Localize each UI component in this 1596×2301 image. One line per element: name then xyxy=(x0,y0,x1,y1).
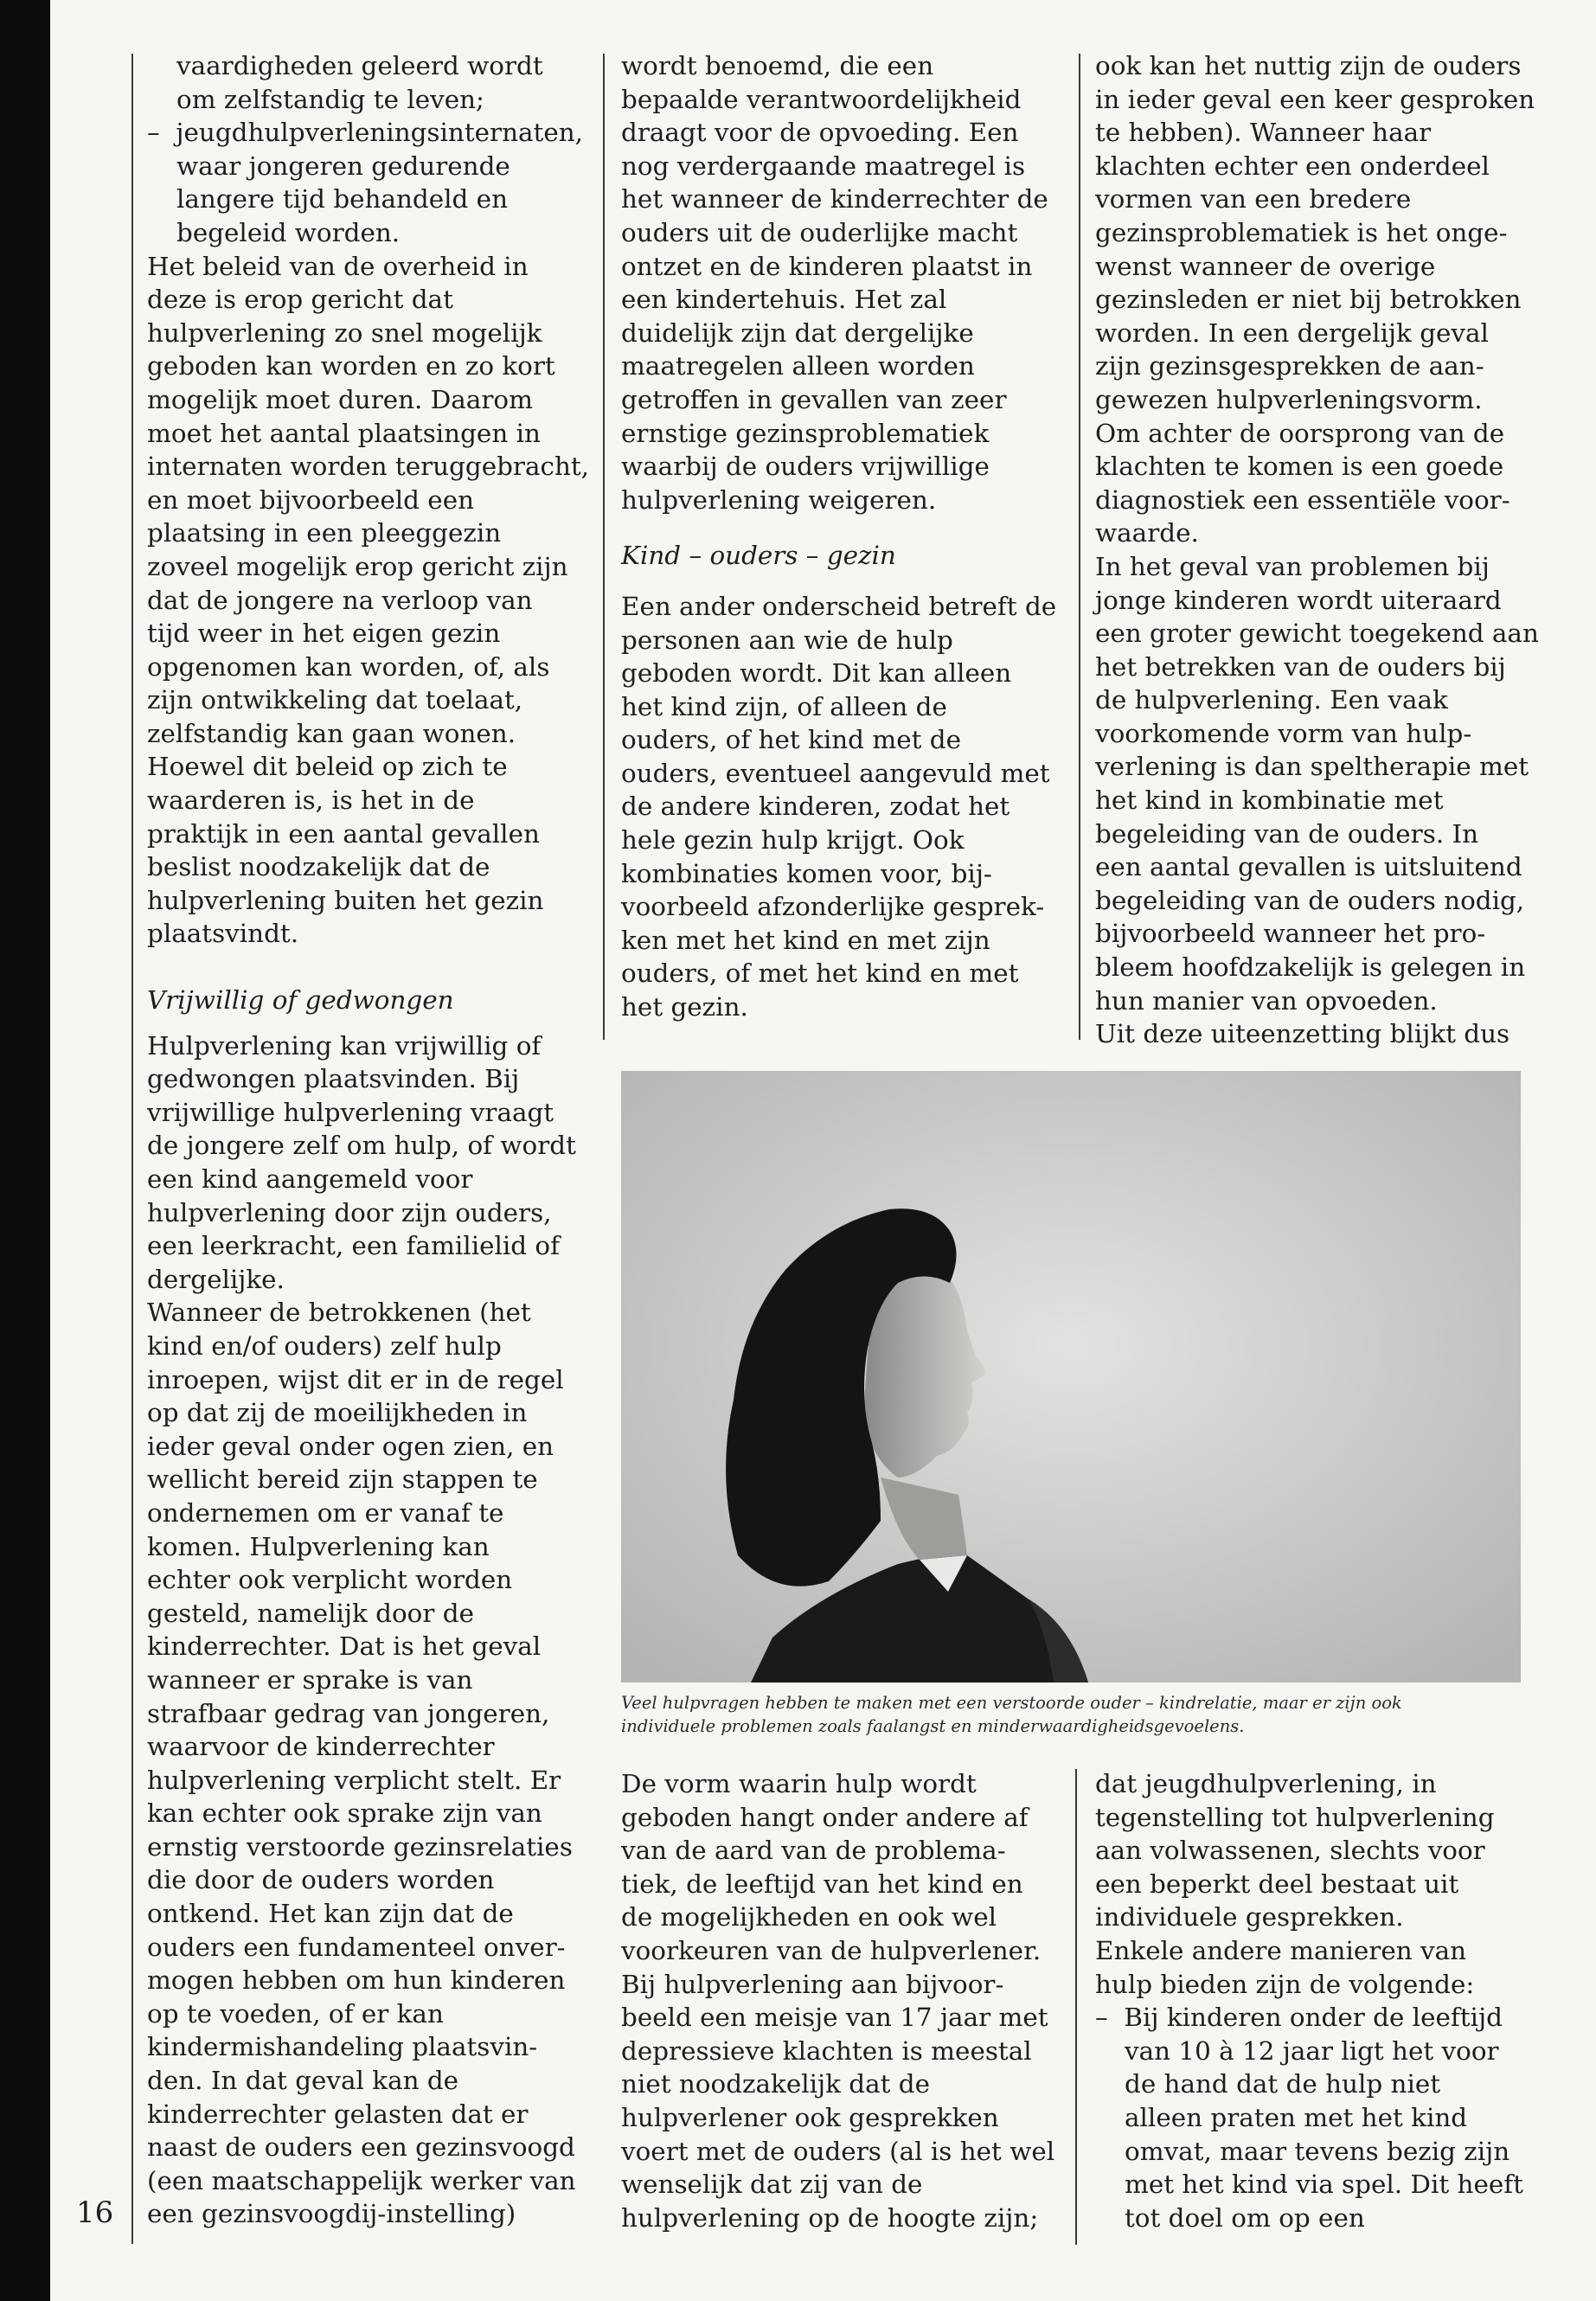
text-line: personen aan wie de hulp xyxy=(621,625,953,655)
text-line: nog verdergaande maatregel is xyxy=(621,151,1026,181)
page-binding-edge xyxy=(0,0,50,2301)
text-line: geboden hangt onder andere af xyxy=(621,1802,1029,1832)
text-line: hele gezin hulp krijgt. Ook xyxy=(621,825,965,856)
text-line: dergelijke. xyxy=(147,1264,285,1294)
text-line: zijn gezinsgesprekken de aan- xyxy=(1095,351,1484,381)
column-5 xyxy=(1095,1767,1545,2234)
text-line: gewezen hulpverleningsvorm. xyxy=(1095,384,1483,414)
text-line: wordt benoemd, die een xyxy=(621,51,934,80)
page-number: 16 xyxy=(76,2195,114,2230)
text-line: kindermishandeling plaatsvin- xyxy=(147,2032,538,2062)
text-line: ouders, of met het kind en met xyxy=(621,958,1019,989)
text-line: van 10 à 12 jaar ligt het voor xyxy=(1125,2035,1499,2066)
text-line: een kind aangemeld voor xyxy=(147,1164,473,1194)
text-line: een kindertehuis. Het zal xyxy=(621,285,947,315)
col5-paragraph-1 xyxy=(1095,1767,1545,1934)
text-line: wanneer er sprake is van xyxy=(147,1664,473,1695)
col1-paragraph-2 xyxy=(147,1029,576,1297)
text-line: mogen hebben om hun kinderen xyxy=(147,1965,566,1996)
column-rule-top-middle xyxy=(603,54,605,1040)
col5-list-item xyxy=(1095,2001,1545,2234)
col3-paragraph-2 xyxy=(1095,417,1545,550)
photo-profile-portrait xyxy=(621,1071,1521,1682)
text-line: komen. Hulpverlening kan xyxy=(147,1531,490,1561)
text-line: waar jongeren gedurende xyxy=(176,151,510,181)
text-line: naast de ouders een gezinsvoogd xyxy=(147,2132,575,2163)
text-line: langere tijd behandeld en xyxy=(176,184,508,215)
text-line: waarbij de ouders vrijwillige xyxy=(621,452,990,482)
text-line: het gezin. xyxy=(621,992,748,1022)
text-line: te hebben). Wanneer haar xyxy=(1095,118,1432,148)
text-line: klachten te komen is een goede xyxy=(1095,452,1504,482)
text-line: tijd weer in het eigen gezin xyxy=(147,619,501,649)
text-line: opgenomen kan worden, of, als xyxy=(147,651,550,682)
text-line: Hulpverlening kan vrijwillig of xyxy=(147,1030,542,1061)
text-line: ontkend. Het kan zijn dat de xyxy=(147,1899,514,1929)
text-line: Hoewel dit beleid op zich te xyxy=(147,752,508,782)
text-line: kan echter ook sprake zijn van xyxy=(147,1798,542,1829)
text-line: begeleid worden. xyxy=(176,217,401,247)
col1-paragraph-1 xyxy=(147,250,590,951)
column-rule-top-right xyxy=(1079,54,1080,1040)
text-line: bepaalde verantwoordelijkheid xyxy=(621,84,1022,114)
text-line: inroepen, wijst dit er in de regel xyxy=(147,1364,564,1394)
text-line: kombinaties komen voor, bij- xyxy=(621,858,992,888)
text-line: bijvoorbeeld wanneer het pro- xyxy=(1095,919,1486,949)
col1-top-lines xyxy=(147,49,571,116)
column-rule-left xyxy=(131,54,133,2244)
text-line: beslist noodzakelijk dat de xyxy=(147,852,490,882)
text-line: een beperkt deel bestaat uit xyxy=(1095,1868,1459,1899)
text-line: die door de ouders worden xyxy=(147,1865,495,1895)
text-line: hulpverlening op de hoogte zijn; xyxy=(621,2202,1039,2233)
text-line: Enkele andere manieren van xyxy=(1095,1935,1467,1965)
text-line: internaten worden teruggebracht, xyxy=(147,452,590,482)
text-line: omvat, maar tevens bezig zijn xyxy=(1125,2136,1510,2166)
text-line: op te voeden, of er kan xyxy=(147,1998,444,2029)
text-run: Bij kinderen onder de leeftijd xyxy=(1124,2003,1503,2033)
text-line: alleen praten met het kind xyxy=(1125,2102,1468,2132)
text-line: bleem hoofdzakelijk is gelegen in xyxy=(1095,952,1526,983)
text-line: beeld een meisje van 17 jaar met xyxy=(621,2003,1048,2033)
text-line: vaardigheden geleerd wordt xyxy=(176,51,543,80)
text-line: om zelfstandig te leven; xyxy=(176,84,484,114)
text-line: de mogelijkheden en ook wel xyxy=(621,1902,997,1932)
text-line: tiek, de leeftijd van het kind en xyxy=(621,1868,1023,1899)
column-2 xyxy=(621,49,1062,1024)
text-line: begeleiding van de ouders. In xyxy=(1095,818,1479,849)
text-line: deze is erop gericht dat xyxy=(147,285,453,315)
text-line: en moet bijvoorbeeld een xyxy=(147,484,475,515)
text-line: van de aard van de problema- xyxy=(621,1836,1006,1866)
text-line: het wanneer de kinderrechter de xyxy=(621,184,1048,215)
text-line: de hand dat de hulp niet xyxy=(1125,2069,1441,2099)
caption-line: individuele problemen zoals faalangst en minderwaardigheidsgevoelens. xyxy=(621,1716,1245,1736)
text-line: gezinsleden er niet bij betrokken xyxy=(1095,285,1522,315)
text-line: ken met het kind en met zijn xyxy=(621,925,990,955)
text-line: in ieder geval een keer gesproken xyxy=(1095,84,1535,114)
text-line: plaatsing in een pleeggezin xyxy=(147,518,502,548)
text-line: mogelijk moet duren. Daarom xyxy=(147,384,533,414)
text-line: het kind in kombinatie met xyxy=(1095,785,1444,816)
text-line: verlening is dan speltherapie met xyxy=(1095,752,1529,782)
section-heading-kind-ouders-gezin: Kind – ouders – gezin xyxy=(621,541,896,571)
text-line: geboden wordt. Dit kan alleen xyxy=(621,658,1012,689)
text-line: geboden kan worden en zo kort xyxy=(147,351,555,381)
text-line: niet noodzakelijk dat de xyxy=(621,2069,930,2099)
text-line: kinderrechter gelasten dat er xyxy=(147,2099,529,2129)
text-line: een gezinsvoogdij-instelling) xyxy=(147,2199,516,2229)
text-line: draagt voor de opvoeding. Een xyxy=(621,118,1019,148)
text-line: aan volwassenen, slechts voor xyxy=(1095,1836,1485,1866)
text-line: hulpverlening door zijn ouders, xyxy=(147,1197,552,1227)
text-line: hulpverlening buiten het gezin xyxy=(147,885,544,915)
text-line: duidelijk zijn dat dergelijke xyxy=(621,317,974,348)
column-3 xyxy=(1095,49,1545,1051)
col3-paragraph-3 xyxy=(1095,550,1545,1017)
photo-illustration xyxy=(621,1071,1521,1682)
text-line: In het geval van problemen bij xyxy=(1095,551,1490,581)
text-line: voert met de ouders (al is het wel xyxy=(621,2136,1055,2166)
text-line: Wanneer de betrokkenen (het xyxy=(147,1298,531,1328)
col3-paragraph-4 xyxy=(1095,1017,1545,1051)
text-line: de andere kinderen, zodat het xyxy=(621,792,1010,822)
text-line: hulpverlening zo snel mogelijk xyxy=(147,317,542,348)
text-line: ieder geval onder ogen zien, en xyxy=(147,1431,554,1461)
text-line: hulp bieden zijn de volgende: xyxy=(1095,1969,1475,1999)
text-line: ouders uit de ouderlijke macht xyxy=(621,217,1018,247)
text-line: vrijwillige hulpverlening vraagt xyxy=(147,1097,554,1127)
text-line: zijn ontwikkeling dat toelaat, xyxy=(147,685,523,715)
text-line: begeleiding van de ouders nodig, xyxy=(1095,885,1525,915)
text-line: ouders een fundamenteel onver- xyxy=(147,1932,566,1962)
text-line: tot doel om op een xyxy=(1125,2202,1365,2233)
text-line: het kind zijn, of alleen de xyxy=(621,691,947,721)
text-line: voorkomende vorm van hulp- xyxy=(1095,718,1472,748)
text-line: een groter gewicht toegekend aan xyxy=(1095,619,1539,649)
column-rule-bottom xyxy=(1075,1769,1077,2245)
text-line: ondernemen om er vanaf te xyxy=(147,1497,504,1528)
column-4 xyxy=(621,1767,1062,2234)
text-line: met het kind via spel. Dit heeft xyxy=(1125,2170,1523,2200)
text-line: De vorm waarin hulp wordt xyxy=(621,1769,977,1798)
text-line: een leerkracht, een familielid of xyxy=(147,1231,561,1261)
text-line: Het beleid van de overheid in xyxy=(147,251,529,281)
text-run: jeugdhulpverleningsinternaten, xyxy=(176,118,584,148)
text-line: waarde. xyxy=(1095,518,1199,548)
caption-line: Veel hulpvragen hebben te maken met een verstoorde ouder – kindrelatie, maar er zijn ook xyxy=(621,1693,1402,1713)
text-line: wenst wanneer de overige xyxy=(1095,251,1436,281)
col5-paragraph-2 xyxy=(1095,1934,1545,2001)
text-line: depressieve klachten is meestal xyxy=(621,2035,1032,2066)
text-line: klachten echter een onderdeel xyxy=(1095,151,1490,181)
text-line: plaatsvindt. xyxy=(147,919,299,949)
text-line: dat de jongere na verloop van xyxy=(147,585,533,615)
text-line: jonge kinderen wordt uiteraard xyxy=(1095,585,1502,615)
text-line: praktijk in een aantal gevallen xyxy=(147,818,540,849)
text-line: diagnostiek een essentiële voor- xyxy=(1095,484,1510,515)
text-line: kind en/of ouders) zelf hulp xyxy=(147,1330,502,1361)
text-line: Een ander onderscheid betreft de xyxy=(621,591,1057,621)
text-line: gedwongen plaatsvinden. Bij xyxy=(147,1064,520,1094)
text-line: wellicht bereid zijn stappen te xyxy=(147,1465,538,1495)
list-dash: – xyxy=(147,118,176,148)
text-line: strafbaar gedrag van jongeren, xyxy=(147,1698,550,1728)
text-line: maatregelen alleen worden xyxy=(621,351,975,381)
col1-paragraph-3 xyxy=(147,1296,576,2231)
text-line: de jongere zelf om hulp, of wordt xyxy=(147,1131,576,1161)
column-1 xyxy=(147,49,590,2231)
col1-list-item xyxy=(147,116,584,249)
text-line: waarderen is, is het in de xyxy=(147,785,475,816)
text-line: het betrekken van de ouders bij xyxy=(1095,651,1506,682)
text-line: den. In dat geval kan de xyxy=(147,2066,459,2096)
text-line: getroffen in gevallen van zeer xyxy=(621,384,1007,414)
text-line: ouders, of het kind met de xyxy=(621,725,961,755)
text-line: ontzet en de kinderen plaatst in xyxy=(621,251,1033,281)
text-line: echter ook verplicht worden xyxy=(147,1565,513,1595)
text-line: hulpverlening verplicht stelt. Er xyxy=(147,1765,561,1795)
text-line: de hulpverlening. Een vaak xyxy=(1095,685,1448,715)
text-line: hulpverlener ook gesprekken xyxy=(621,2102,999,2132)
text-line: Om achter de oorsprong van de xyxy=(1095,418,1505,448)
col2-paragraph-1 xyxy=(621,49,1062,516)
col4-paragraph-1 xyxy=(621,1767,1062,2234)
text-line: (een maatschappelijk werker van xyxy=(147,2165,576,2195)
text-line: zelfstandig kan gaan wonen. xyxy=(147,718,516,748)
list-dash: – xyxy=(1095,2003,1125,2033)
text-line: Uit deze uiteenzetting blijkt dus xyxy=(1095,1019,1510,1049)
text-line: ernstige gezinsproblematiek xyxy=(621,418,990,448)
section-heading-vrijwillig: Vrijwillig of gedwongen xyxy=(147,985,454,1016)
text-line: ouders, eventueel aangevuld met xyxy=(621,758,1050,788)
text-line xyxy=(147,116,584,150)
text-line: ook kan het nuttig zijn de ouders xyxy=(1095,51,1522,80)
text-line: individuele gesprekken. xyxy=(1095,1902,1404,1932)
text-line xyxy=(1095,2001,1545,2035)
text-line: Bij hulpverlening aan bijvoor- xyxy=(621,1969,1004,1999)
text-line: een aantal gevallen is uitsluitend xyxy=(1095,852,1522,882)
text-line: hulpverlening weigeren. xyxy=(621,484,937,515)
photo-caption xyxy=(621,1691,1529,1738)
text-line: moet het aantal plaatsingen in xyxy=(147,418,541,448)
text-line: kinderrechter. Dat is het geval xyxy=(147,1631,542,1662)
text-line: voorkeuren van de hulpverlener. xyxy=(621,1935,1042,1965)
text-line: ernstig verstoorde gezinsrelaties xyxy=(147,1831,573,1862)
text-line: wenselijk dat zij van de xyxy=(621,2170,923,2200)
text-line: tegenstelling tot hulpverlening xyxy=(1095,1802,1495,1832)
text-line: vormen van een bredere xyxy=(1095,184,1412,215)
text-line: gesteld, namelijk door de xyxy=(147,1598,474,1628)
text-line: hun manier van opvoeden. xyxy=(1095,985,1438,1016)
col2-paragraph-2 xyxy=(621,590,1062,1024)
text-line: voorbeeld afzonderlijke gesprek- xyxy=(621,892,1045,922)
text-line: worden. In een dergelijk geval xyxy=(1095,317,1489,348)
text-line: dat jeugdhulpverlening, in xyxy=(1095,1769,1437,1798)
col3-paragraph-1 xyxy=(1095,49,1545,417)
text-line: zoveel mogelijk erop gericht zijn xyxy=(147,551,568,581)
text-line: op dat zij de moeilijkheden in xyxy=(147,1398,528,1428)
text-line: waarvoor de kinderrechter xyxy=(147,1732,495,1762)
text-line: gezinsproblematiek is het onge- xyxy=(1095,217,1508,247)
